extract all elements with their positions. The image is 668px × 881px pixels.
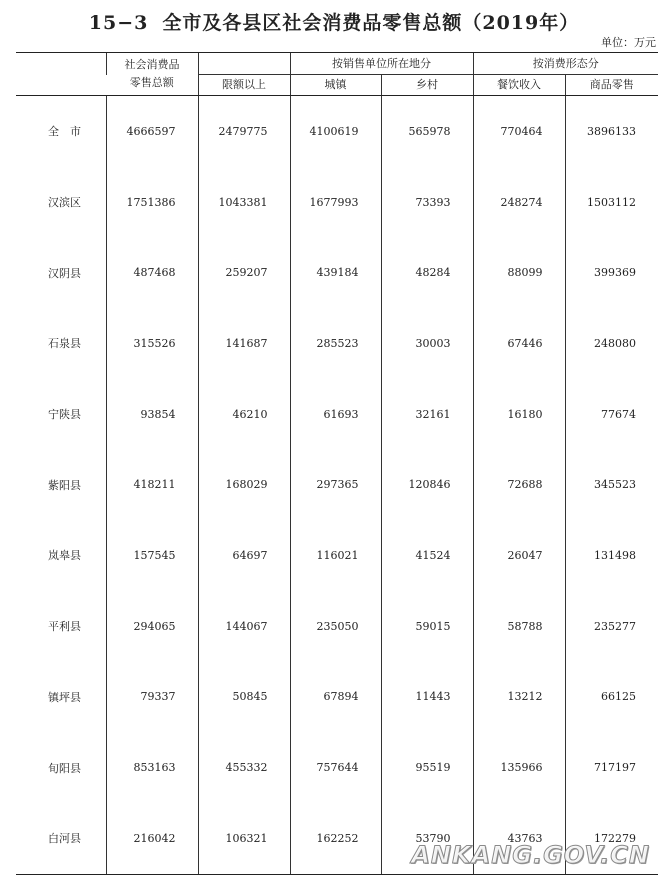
cell-total: 1751386: [106, 167, 198, 238]
cell-total: 487468: [106, 237, 198, 308]
table-row: [16, 237, 658, 308]
cell-limit: 1043381: [198, 167, 290, 238]
cell-goods: 3896133: [565, 96, 658, 167]
unit-label: 单位：万元: [601, 36, 656, 49]
header-limit-above: 限额以上: [198, 75, 290, 96]
table-row: [16, 591, 658, 662]
cell-limit: 2479775: [198, 96, 290, 167]
cell-rural: 95519: [381, 732, 473, 803]
cell-goods: 235277: [565, 591, 658, 662]
stub-header: [16, 53, 106, 96]
cell-rural: 53790: [381, 803, 473, 874]
row-region-name: 紫阳县: [48, 478, 81, 492]
row-region-name: 宁陕县: [48, 408, 81, 422]
row-region-name: 镇坪县: [48, 690, 81, 704]
header-total-line1: 社会消费品: [106, 53, 198, 75]
cell-limit: 50845: [198, 662, 290, 733]
cell-urban: 4100619: [290, 96, 381, 167]
header-urban: 城镇: [290, 75, 381, 96]
cell-goods: 172279: [565, 803, 658, 874]
cell-rural: 120846: [381, 449, 473, 520]
cell-catering: 770464: [473, 96, 565, 167]
cell-limit: 455332: [198, 732, 290, 803]
cell-goods: 1503112: [565, 167, 658, 238]
header-group-location: 按销售单位所在地分: [290, 53, 473, 75]
cell-goods: 717197: [565, 732, 658, 803]
cell-urban: 297365: [290, 449, 381, 520]
cell-catering: 72688: [473, 449, 565, 520]
cell-limit: 144067: [198, 591, 290, 662]
cell-catering: 248274: [473, 167, 565, 238]
table-row: [16, 732, 658, 803]
table-row: [16, 379, 658, 450]
cell-rural: 59015: [381, 591, 473, 662]
cell-limit: 106321: [198, 803, 290, 874]
cell-urban: 116021: [290, 520, 381, 591]
row-region-name: 岚皋县: [48, 549, 81, 563]
cell-limit: 168029: [198, 449, 290, 520]
cell-catering: 67446: [473, 308, 565, 379]
cell-goods: 131498: [565, 520, 658, 591]
cell-rural: 48284: [381, 237, 473, 308]
cell-total: 216042: [106, 803, 198, 874]
row-region-name: 汉滨区: [48, 196, 81, 210]
cell-urban: 285523: [290, 308, 381, 379]
table-number: 15−3: [88, 12, 149, 34]
table-title: [0, 8, 668, 35]
table-row: [16, 449, 658, 520]
cell-urban: 439184: [290, 237, 381, 308]
retail-sales-table: [16, 52, 658, 875]
cell-urban: 1677993: [290, 167, 381, 238]
cell-catering: 88099: [473, 237, 565, 308]
row-region-name: 全 市: [48, 125, 81, 139]
cell-urban: 61693: [290, 379, 381, 450]
cell-total: 4666597: [106, 96, 198, 167]
cell-total: 294065: [106, 591, 198, 662]
header-total-line2: 零售总额: [106, 75, 198, 96]
cell-catering: 13212: [473, 662, 565, 733]
row-region-name: 旬阳县: [48, 761, 81, 775]
cell-limit: 46210: [198, 379, 290, 450]
cell-urban: 162252: [290, 803, 381, 874]
header-rural: 乡村: [381, 75, 473, 96]
table-row: [16, 662, 658, 733]
table-row: [16, 520, 658, 591]
cell-urban: 67894: [290, 662, 381, 733]
row-region-name: 汉阴县: [48, 266, 81, 280]
cell-limit: 64697: [198, 520, 290, 591]
cell-rural: 73393: [381, 167, 473, 238]
table-row: [16, 308, 658, 379]
cell-catering: 43763: [473, 803, 565, 874]
cell-total: 315526: [106, 308, 198, 379]
cell-urban: 235050: [290, 591, 381, 662]
cell-urban: 757644: [290, 732, 381, 803]
cell-goods: 77674: [565, 379, 658, 450]
table-row: [16, 167, 658, 238]
row-region-name: 石泉县: [48, 337, 81, 351]
cell-limit: 259207: [198, 237, 290, 308]
cell-goods: 248080: [565, 308, 658, 379]
cell-limit: 141687: [198, 308, 290, 379]
cell-goods: 66125: [565, 662, 658, 733]
cell-goods: 399369: [565, 237, 658, 308]
cell-catering: 26047: [473, 520, 565, 591]
table-row: [16, 96, 658, 167]
cell-total: 79337: [106, 662, 198, 733]
cell-rural: 41524: [381, 520, 473, 591]
cell-catering: 58788: [473, 591, 565, 662]
cell-catering: 135966: [473, 732, 565, 803]
table-body: [16, 96, 658, 875]
cell-rural: 565978: [381, 96, 473, 167]
header-group-form: 按消费形态分: [473, 53, 658, 75]
row-region-name: 平利县: [48, 620, 81, 634]
header-limit-top: [198, 53, 290, 75]
cell-rural: 11443: [381, 662, 473, 733]
cell-total: 157545: [106, 520, 198, 591]
cell-total: 853163: [106, 732, 198, 803]
row-region-name: 白河县: [16, 803, 106, 874]
cell-goods: 345523: [565, 449, 658, 520]
table-title-text: 全市及各县区社会消费品零售总额（2019年）: [162, 12, 580, 34]
cell-catering: 16180: [473, 379, 565, 450]
cell-rural: 30003: [381, 308, 473, 379]
cell-total: 418211: [106, 449, 198, 520]
header-goods: 商品零售: [565, 75, 658, 96]
cell-rural: 32161: [381, 379, 473, 450]
header-catering: 餐饮收入: [473, 75, 565, 96]
watermark: ANKANG.GOV.CN: [411, 841, 650, 869]
cell-total: 93854: [106, 379, 198, 450]
